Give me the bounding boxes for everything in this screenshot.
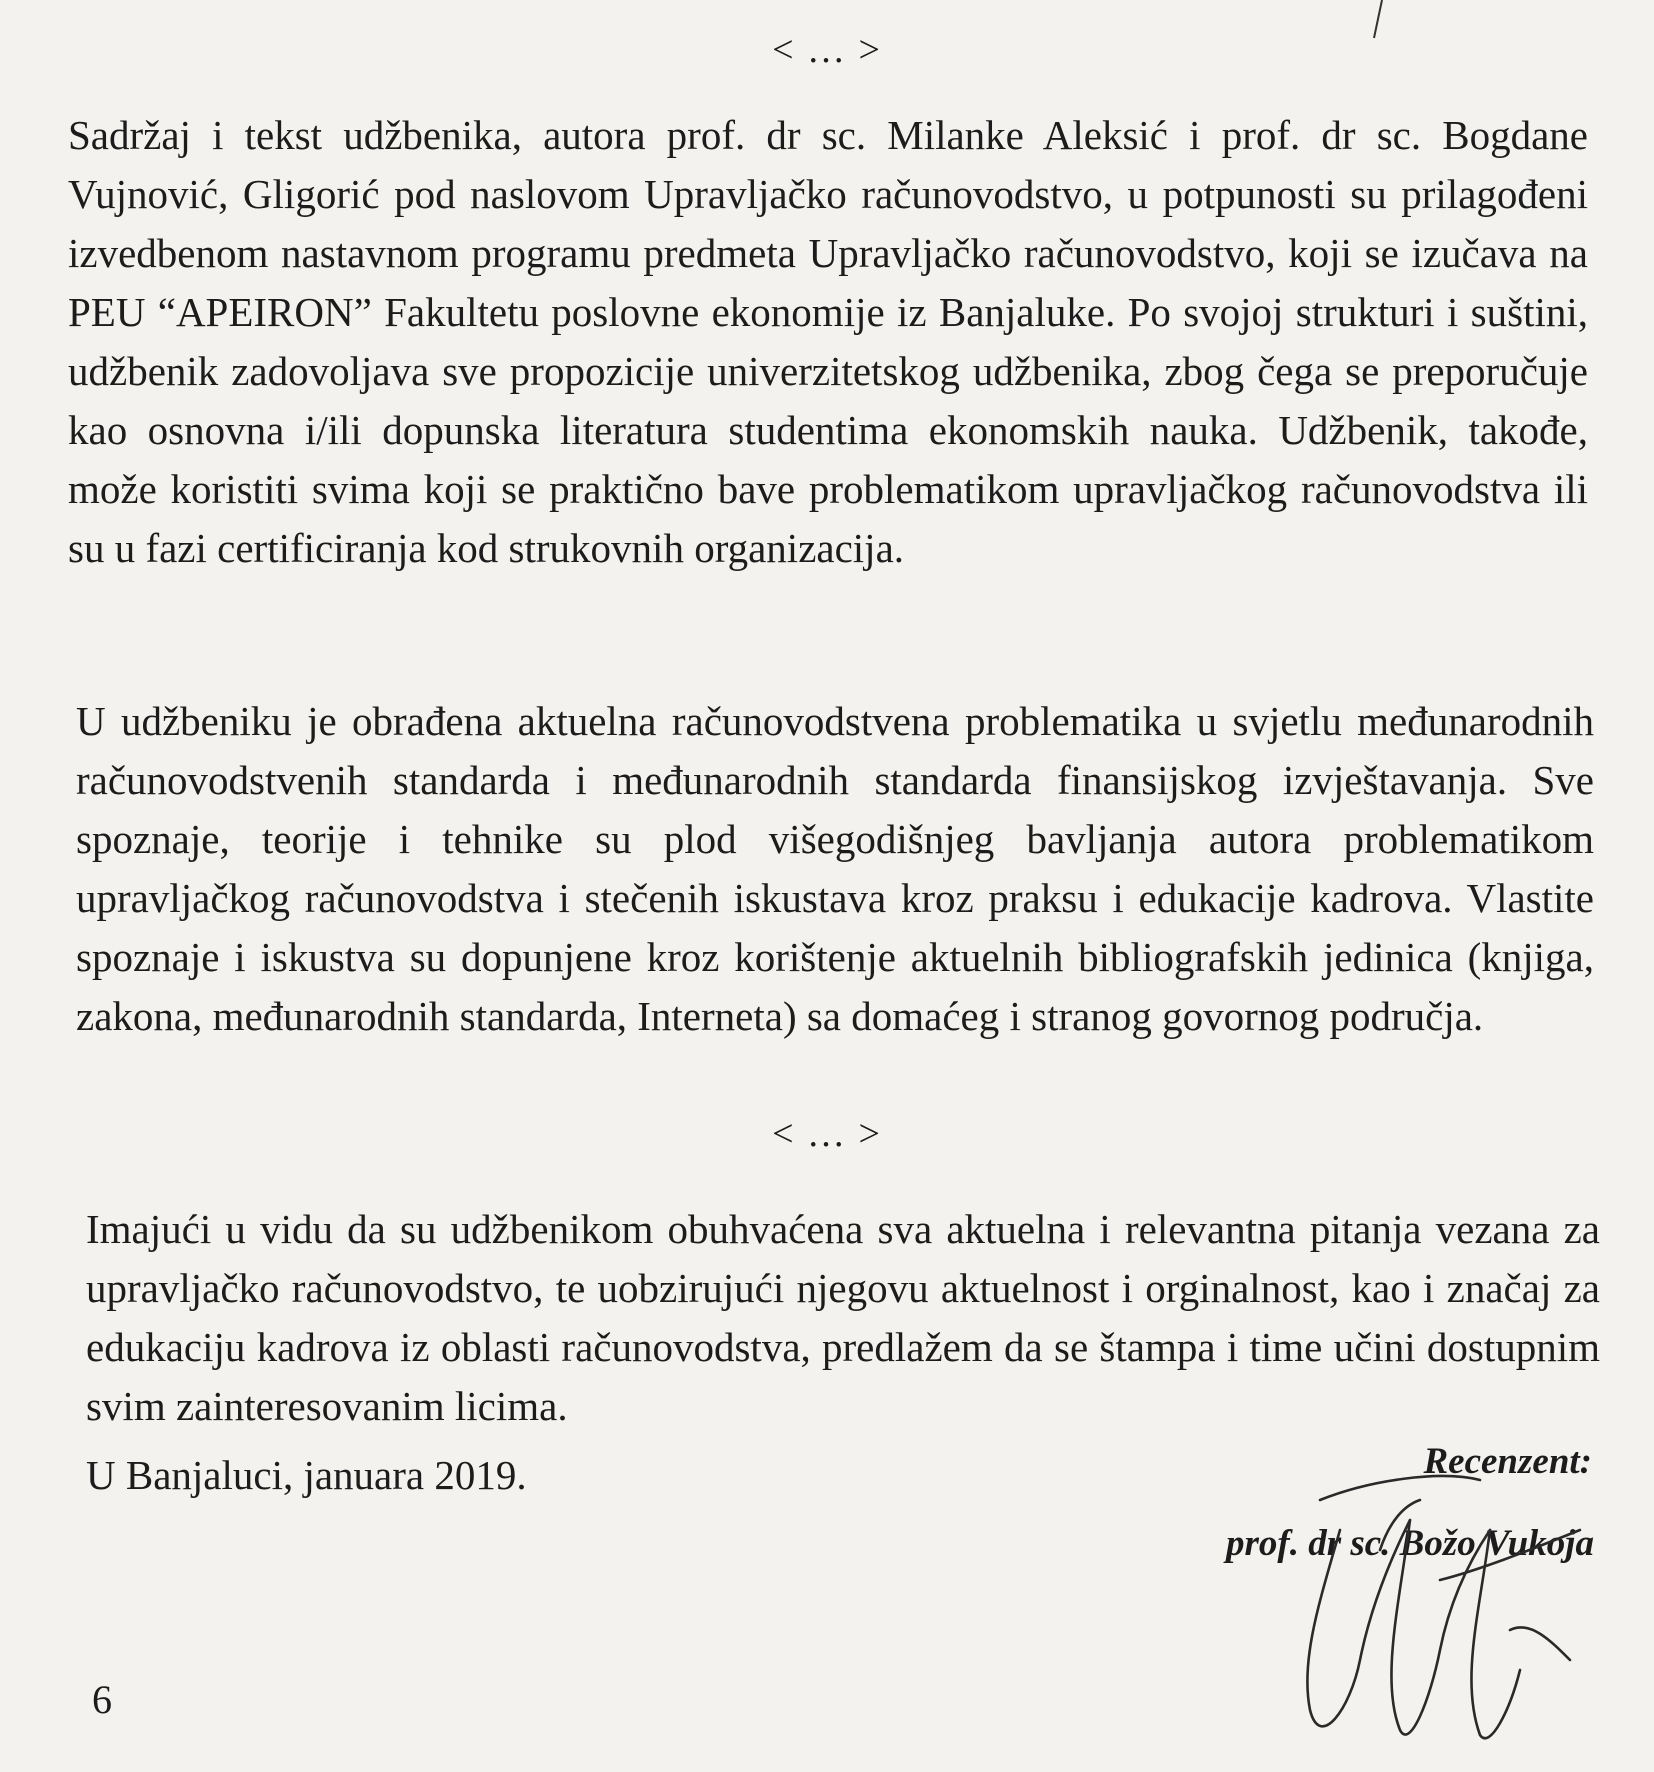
omission-marker-middle: < … > (772, 1113, 882, 1155)
paragraph-content: U udžbeniku je obrađena aktuelna računovodstvena problematika u svjetlu međunarodnih računovodstvenih standarda i međunarodnih standarda finansijskog izvještavanja. Sve spoznaje, teorije i tehnike su plod višegodišnjeg bavljanja autora problematikom upravljačkog računovodstva i stečenih iskustava kroz praksu i edukacije kadrova. Vlastite spoznaje i iskustva su dopunjene kroz korištenje aktuelnih bibliografskih jedinica (knjiga, zakona, međunarodnih standarda, Interneta) sa domaćeg i stranog govornog područja. (76, 698, 1594, 1039)
reviewer-role: Recenzent: (1423, 1441, 1592, 1482)
page-number: 6 (92, 1677, 112, 1722)
handwritten-signature (1280, 1460, 1600, 1760)
place-and-date: U Banjaluci, januara 2019. (86, 1452, 527, 1498)
paragraph-recommendation: Imajući u vidu da su udžbenikom obuhvaćena sva aktuelna i relevantna pitanja vezana za upravljačko računovodstvo, te uobzirujući njegovu aktuelnost i orginalnost, kao i značaj za edukaciju kadrova iz oblasti računovodstva, predlažem da se štampa i time učini dostupnim svim zainteresovanim licima. (86, 1206, 1600, 1429)
reviewer-name: prof. dr sc. Božo Vukoja (1225, 1523, 1594, 1564)
omission-marker-top: < … > (772, 29, 882, 71)
paragraph-intro: Sadržaj i tekst udžbenika, autora prof. dr sc. Milanke Aleksić i prof. dr sc. Bogdane Vujnović, Gligorić pod naslovom Upravljačko računovodstvo, u potpunosti su prilagođeni izvedbenom nastavnom programu predmeta Upravljačko računovodstvo, koji se izučava na PEU “APEIRON” Fakultetu poslovne ekonomije iz Banjaluke. Po svojoj strukturi i suštini, udžbenik zadovoljava sve propozicije univerzitetskog udžbenika, zbog čega se preporučuje kao osnovna i/ili dopunska literatura studentima ekonomskih nauka. Udžbenik, takođe, može koristiti svima koji se praktično bave problematikom upravljačkog računovodstva ili su u fazi certificiranja kod strukovnih organizacija. (68, 112, 1588, 571)
